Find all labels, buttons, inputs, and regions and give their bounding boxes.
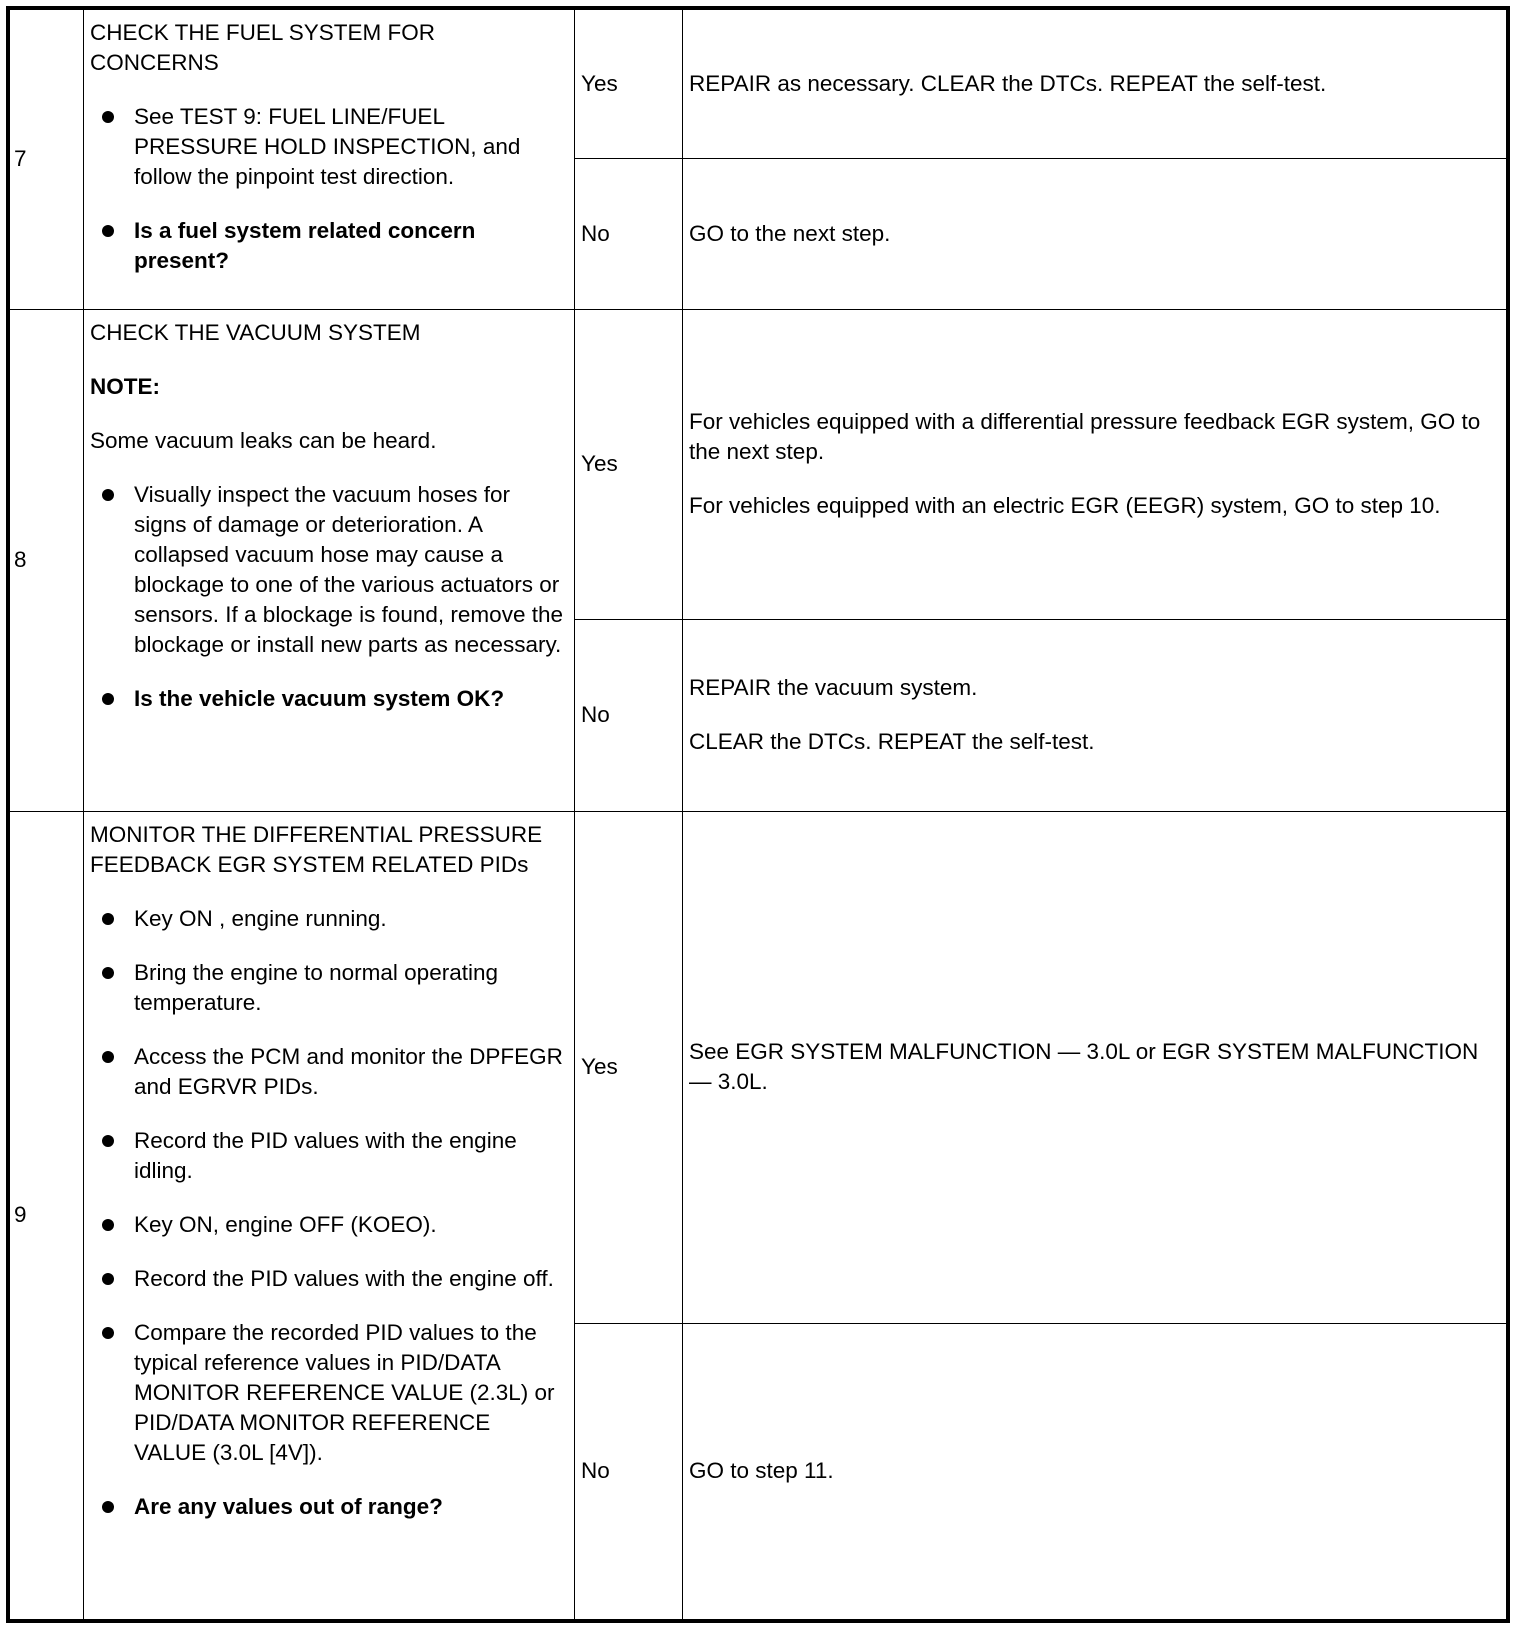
- bullet-item: Record the PID values with the engine idling.: [134, 1126, 568, 1186]
- step-question: Is a fuel system related concern present?: [134, 216, 568, 276]
- step-action: [84, 309, 575, 811]
- answer-no: No: [575, 619, 683, 811]
- diagnostic-table: [6, 6, 1510, 1623]
- answer-no: No: [575, 1323, 683, 1621]
- bullet-item: Record the PID values with the engine off.: [134, 1264, 568, 1294]
- step-9-yes-row: [8, 811, 1508, 1323]
- step-heading: MONITOR THE DIFFERENTIAL PRESSURE FEEDBACK EGR SYSTEM RELATED PIDs: [90, 821, 543, 877]
- step-action: [84, 8, 575, 309]
- result-yes: [683, 8, 1509, 158]
- step-7-yes-row: [8, 8, 1508, 158]
- result-no: [683, 158, 1509, 309]
- result-text: For vehicles equipped with an electric EGR (EEGR) system, GO to step 10.: [689, 493, 1441, 518]
- bullet-item: Key ON, engine OFF (KOEO).: [134, 1210, 568, 1240]
- answer-yes: Yes: [575, 811, 683, 1323]
- result-no: [683, 619, 1509, 811]
- bullet-item: See TEST 9: FUEL LINE/FUEL PRESSURE HOLD INSPECTION, and follow the pinpoint test direction.: [134, 102, 568, 192]
- answer-yes: Yes: [575, 309, 683, 619]
- step-heading: CHECK THE VACUUM SYSTEM: [90, 319, 421, 345]
- result-text: REPAIR as necessary. CLEAR the DTCs. REPEAT the self-test.: [689, 70, 1327, 96]
- result-yes: [683, 309, 1509, 619]
- result-text: CLEAR the DTCs. REPEAT the self-test.: [689, 729, 1095, 754]
- bullet-item: Compare the recorded PID values to the typical reference values in PID/DATA MONITOR REFERENCE VALUE (2.3L) or PID/DATA MONITOR REFERENCE VALUE (3.0L [4V]).: [134, 1318, 568, 1468]
- step-action: [84, 811, 575, 1621]
- result-text: GO to step 11.: [689, 1458, 834, 1484]
- step-number: 9: [8, 811, 84, 1621]
- note-text: Some vacuum leaks can be heard.: [90, 427, 437, 453]
- result-text: REPAIR the vacuum system.: [689, 675, 978, 700]
- step-number: 8: [8, 309, 84, 811]
- result-yes: [683, 811, 1509, 1323]
- bullet-item: Key ON , engine running.: [134, 904, 568, 934]
- result-no: [683, 1323, 1509, 1621]
- answer-yes: Yes: [575, 8, 683, 158]
- bullet-item: Bring the engine to normal operating temperature.: [134, 958, 568, 1018]
- answer-no: No: [575, 158, 683, 309]
- step-question: Are any values out of range?: [134, 1492, 568, 1522]
- bullet-item: Access the PCM and monitor the DPFEGR and EGRVR PIDs.: [134, 1042, 568, 1102]
- step-heading: CHECK THE FUEL SYSTEM FOR CONCERNS: [90, 20, 436, 75]
- result-text: See EGR SYSTEM MALFUNCTION — 3.0L or EGR SYSTEM MALFUNCTION — 3.0L.: [689, 1039, 1479, 1094]
- result-text: GO to the next step.: [689, 220, 891, 246]
- result-text: For vehicles equipped with a differential pressure feedback EGR system, GO to the next step.: [689, 409, 1481, 464]
- step-question: Is the vehicle vacuum system OK?: [134, 684, 568, 714]
- step-8-yes-row: [8, 309, 1508, 619]
- bullet-item: Visually inspect the vacuum hoses for signs of damage or deterioration. A collapsed vacuum hose may cause a blockage to one of the various actuators or sensors. If a blockage is found, remove the blockage or install new parts as necessary.: [134, 480, 568, 660]
- step-number: 7: [8, 8, 84, 309]
- note-label: NOTE:: [90, 373, 160, 399]
